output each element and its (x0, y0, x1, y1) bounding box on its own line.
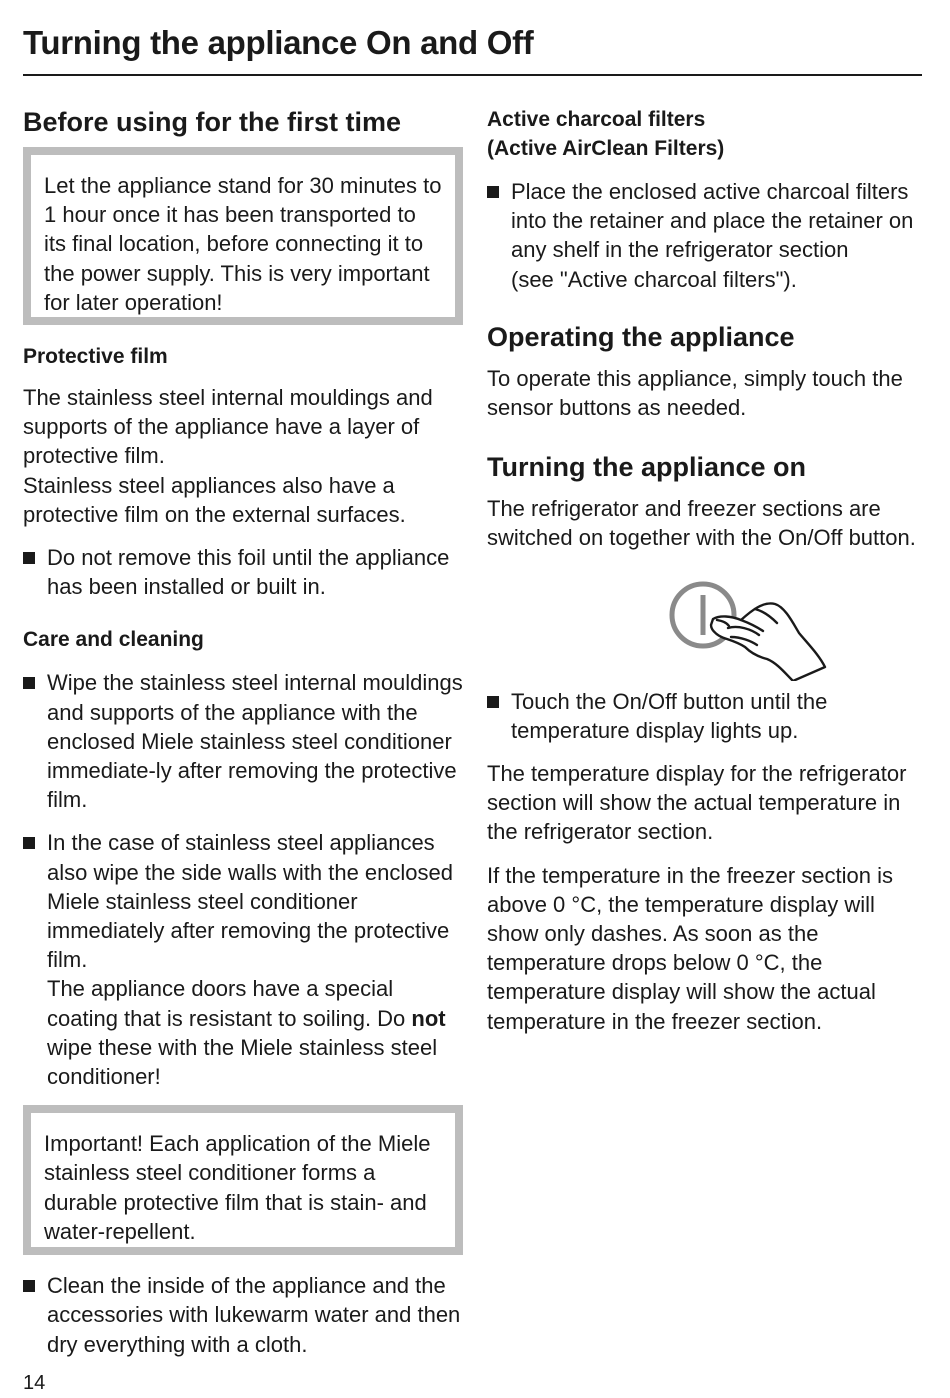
note-text-transport: Let the appliance stand for 30 minutes to 1 hour once it has been transported to its final location, before connecting it to the power supply. This is very important for later operation! (44, 173, 442, 315)
bullet-square-icon (487, 696, 499, 708)
protective-film-para2: Stainless steel appliances also have a protective film on the external surfaces. (23, 472, 406, 527)
bullet-square-icon (487, 186, 499, 198)
note-text-important: Important! Each application of the Miele stainless steel conditioner forms a durable protective film that is stain- and water-repellent. (44, 1131, 431, 1244)
bullet-place-charcoal-filters: Place the enclosed active charcoal filters into the retainer and place the retainer on any shelf in the refrigerator section (see "Active charcoal filters"). (487, 177, 927, 294)
right-column (487, 105, 927, 1036)
left-column (23, 105, 463, 1359)
protective-film-para1: The stainless steel internal mouldings and supports of the appliance have a layer of protective film. (23, 385, 433, 469)
bullet-square-icon (23, 552, 35, 564)
bullet-do-not-remove-foil: Do not remove this foil until the appliance has been installed or built in. (23, 543, 463, 601)
hand-touching-power-button-icon (487, 571, 927, 681)
title-divider (23, 74, 922, 76)
section-heading-first-time: Before using for the first time (23, 107, 402, 137)
section-heading-operating: Operating the appliance (487, 321, 795, 352)
illustration-power-button (487, 571, 927, 681)
bullet-touch-onoff: Touch the On/Off button until the temperature display lights up. (487, 687, 927, 745)
subheading-charcoal-filters: Active charcoal filters (Active AirClean Filters) (487, 108, 725, 160)
turning-on-para3: If the temperature in the freezer section is above 0 °C, the temperature display will show only dashes. As soon as the temperature drops below 0 °C, the temperature display will show the actual temperature in the freezer section. (487, 862, 893, 1034)
note-box-important (23, 1105, 463, 1255)
operating-para: To operate this appliance, simply touch the sensor buttons as needed. (487, 365, 903, 421)
emphasis-not: not (411, 1005, 446, 1031)
bullet-clean-inside: Clean the inside of the appliance and the accessories with lukewarm water and then dry everything with a cloth. (23, 1271, 463, 1359)
bullet-square-icon (23, 837, 35, 849)
bullet-square-icon (23, 1280, 35, 1292)
bullet-stainless-side-walls: In the case of stainless steel appliances also wipe the side walls with the enclosed Miele stainless steel conditioner immediately after removing the protective film. The appliance doors have a special coating that is resistant to soiling. Do not wipe these with the Miele stainless steel conditioner! (23, 828, 463, 1091)
bullet-square-icon (23, 677, 35, 689)
note-box-transport (23, 147, 463, 325)
section-heading-turning-on: Turning the appliance on (487, 452, 807, 483)
turning-on-para2: The temperature display for the refrigerator section will show the actual temperature in the refrigerator section. (487, 761, 907, 845)
page-title: Turning the appliance On and Off (23, 24, 534, 61)
page-number: 14 (23, 1372, 46, 1394)
bullet-wipe-internal: Wipe the stainless steel internal mouldings and supports of the appliance with the enclosed Miele stainless steel conditioner immediate-ly after removing the protective film. (23, 668, 463, 814)
turning-on-para1: The refrigerator and freezer sections are switched on together with the On/Off button. (487, 496, 916, 551)
subheading-care-cleaning: Care and cleaning (23, 628, 204, 652)
subheading-protective-film: Protective film (23, 345, 168, 368)
